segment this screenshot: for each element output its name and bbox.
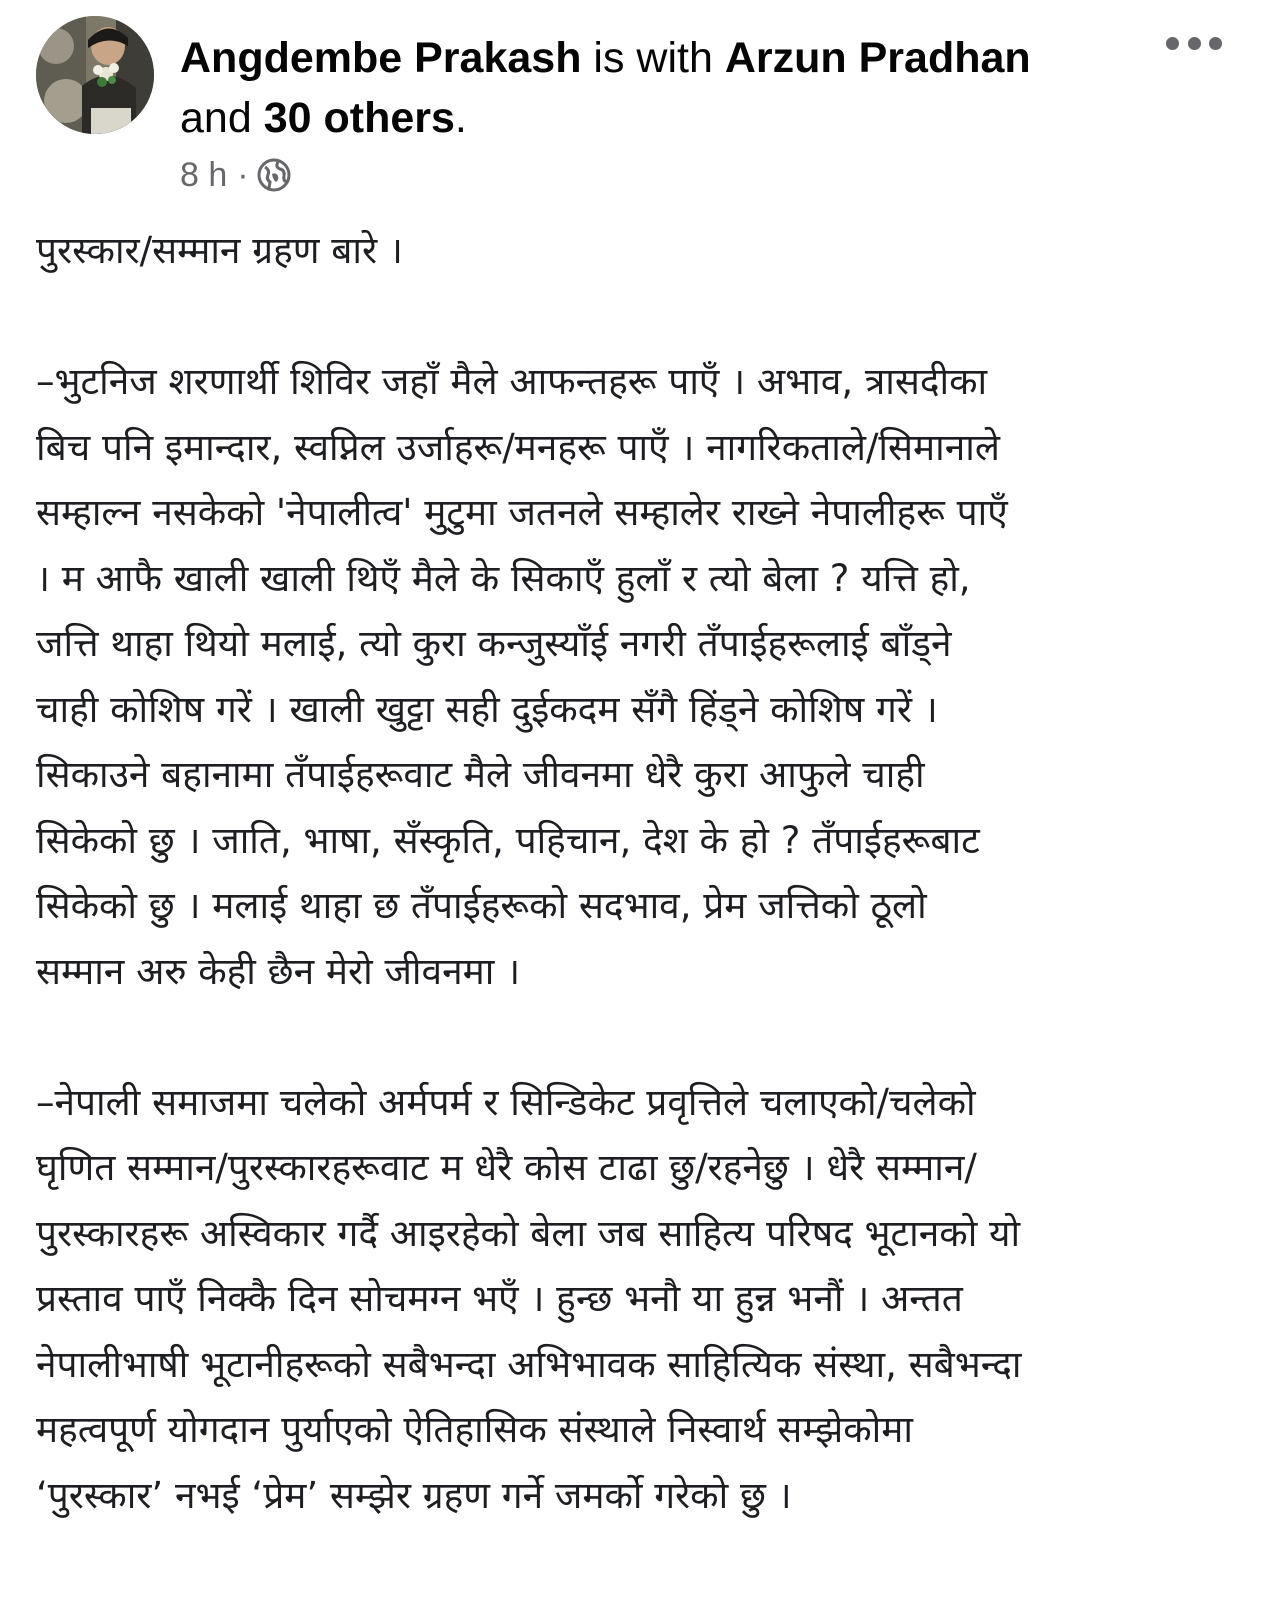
paragraph-line: ‘पुरस्कार’ नभई ‘प्रेम’ सम्झेर ग्रहण गर्ने जमर्को गरेको छु । (36, 1473, 792, 1517)
paragraph-gap (36, 1004, 1236, 1070)
paragraph-line: बिच पनि इमान्दार, स्वप्निल उर्जाहरू/मनहरू पाएँ । नागरिकताले/सिमानाले (36, 425, 1000, 469)
author-name-link[interactable]: Angdembe Prakash (180, 34, 582, 82)
paragraph-line: सम्मान अरु केही छैन मेरो जीवनमा । (36, 949, 521, 993)
meta-separator: · (237, 155, 249, 194)
paragraph-line: । म आफै खाली खाली थिएँ मैले के सिकाएँ हुलाँ र त्यो बेला ? यत्ति हो, (36, 556, 971, 600)
paragraph-line: घृणित सम्मान/पुरस्कारहरूवाट म धेरै कोस टाढा छु/रहनेछु । धेरै सम्मान/ (36, 1146, 977, 1189)
paragraph-line: सिकेको छु । मलाई थाहा छ तँपाईहरूको सदभाव, प्रेम जत्तिको ठूलो (36, 884, 927, 927)
paragraph-line: नेपालीभाषी भूटानीहरूको सबैभन्दा अभिभावक साहित्यिक संस्था, सबैभन्दा (36, 1342, 1022, 1386)
paragraph-line: पुरस्कारहरू अस्विकार गर्दै आइरहेको बेला जब साहित्य परिषद भूटानको यो (36, 1211, 1021, 1255)
post-header-text (180, 28, 1140, 148)
paragraph-line: सिकाउने बहानामा तँपाईहरूवाट मैले जीवनमा धेरै कुरा आफुले चाही (36, 753, 925, 796)
paragraph-line: सिकेको छु । जाति, भाषा, सँस्कृति, पहिचान, देश के हो ? तँपाईहरूबाट (36, 818, 980, 862)
paragraph-2 (36, 1070, 1236, 1529)
globe-icon[interactable] (257, 158, 291, 192)
paragraph-1 (36, 349, 1236, 1004)
more-dot (1188, 37, 1201, 50)
is-with-text: is with (593, 34, 713, 82)
paragraph-gap (36, 284, 1236, 350)
paragraph-line: सम्हाल्न नसकेको 'नेपालीत्व' मुटुमा जतनले सम्हालेर राख्ने नेपालीहरू पाएँ (36, 491, 1008, 534)
paragraph-line: महत्वपूर्ण योगदान पुर्याएको ऐतिहासिक संस्थाले निस्वार्थ सम्झेकोमा (36, 1408, 913, 1451)
post-body (36, 218, 1236, 1528)
paragraph-line: प्रस्ताव पाएँ निक्कै दिन सोचमग्न भएँ । हुन्छ भनौ या हुन्न भनौं । अन्तत (36, 1277, 963, 1320)
timestamp[interactable]: 8 h (180, 155, 228, 194)
paragraph-line: चाही कोशिष गरें । खाली खुट्टा सही दुईकदम सँगै हिंड्ने कोशिष गरें । (36, 687, 938, 731)
more-options-icon[interactable] (1166, 30, 1222, 56)
paragraph-line: जत्ति थाहा थियो मलाई, त्यो कुरा कन्जुस्याँई नगरी तँपाईहरूलाई बाँड्ने (36, 622, 952, 665)
tagged-person-link[interactable]: Arzun Pradhan (724, 34, 1031, 82)
others-link[interactable]: 30 others (263, 94, 455, 142)
post-meta (180, 150, 291, 200)
period-text: . (454, 94, 467, 142)
post-title: पुरस्कार/सम्मान ग्रहण बारे । (36, 229, 403, 272)
more-dot (1209, 37, 1222, 50)
author-avatar[interactable] (36, 16, 154, 134)
paragraph-line: –भुटनिज शरणार्थी शिविर जहाँ मैले आफन्तहरू पाएँ । अभाव, त्रासदीका (36, 360, 988, 403)
and-text: and (180, 94, 252, 142)
more-dot (1166, 37, 1179, 50)
paragraph-line: –नेपाली समाजमा चलेको अर्मपर्म र सिन्डिकेट प्रवृत्तिले चलाएको/चलेको (36, 1080, 976, 1124)
